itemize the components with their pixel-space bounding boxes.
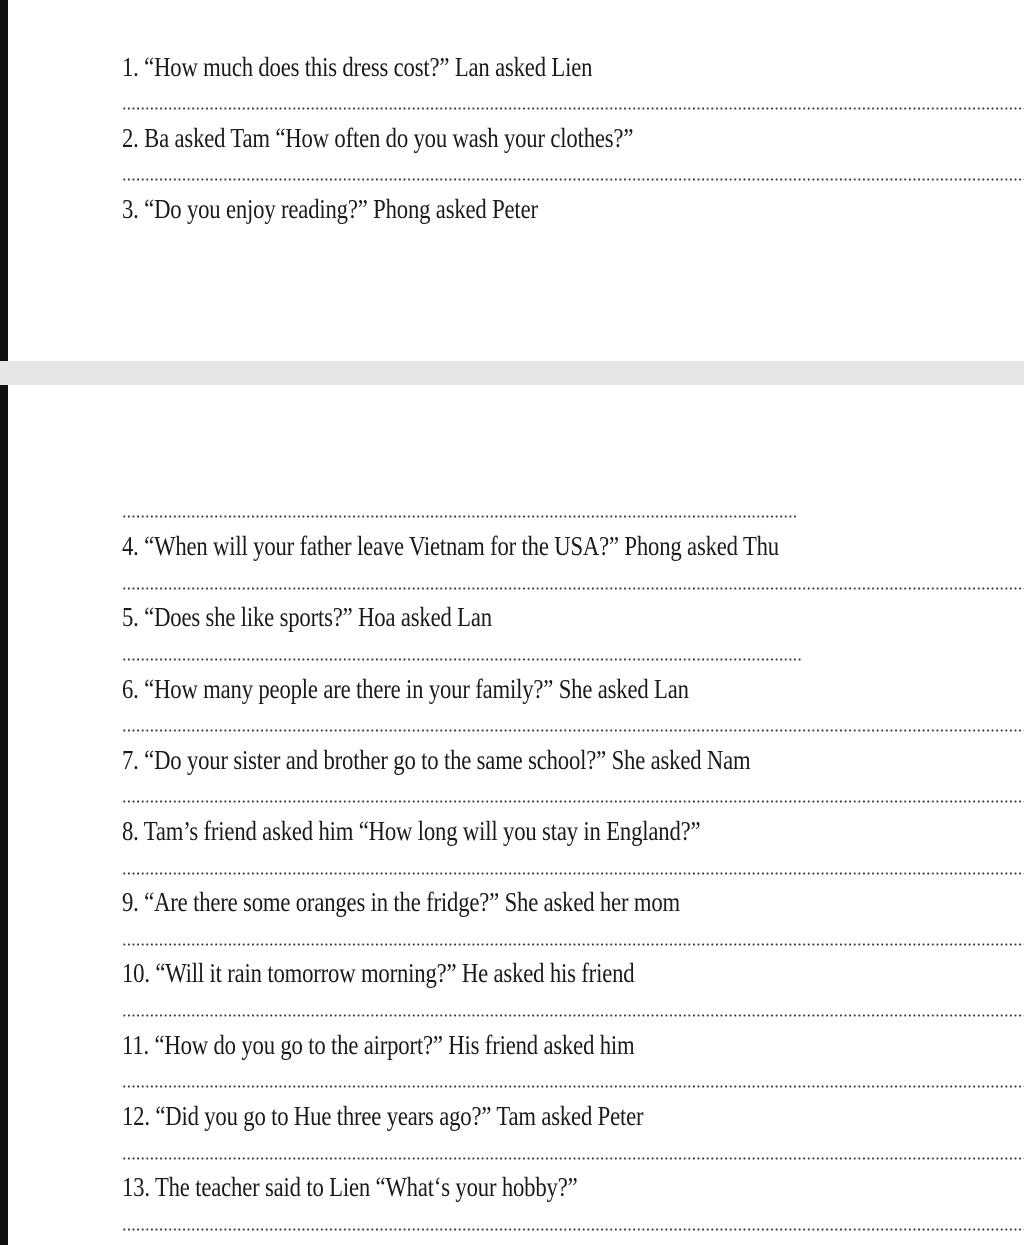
question-7: 7. “Do your sister and brother go to the same school?” She asked Nam [122,745,751,775]
question-4: 4. “When will your father leave Vietnam for the USA?” Phong asked Thu [122,531,779,561]
answer-line-11[interactable] [122,1085,1024,1088]
question-3: 3. “Do you enjoy reading?” Phong asked Peter [122,194,538,224]
answer-line-7[interactable] [122,800,1024,803]
question-6: 6. “How many people are there in your family?” She asked Lan [122,674,689,704]
answer-line-12[interactable] [122,1157,1024,1160]
question-1: 1. “How much does this dress cost?” Lan asked Lien [122,52,593,82]
answer-line-6[interactable] [122,729,1024,732]
left-border-strip [0,0,8,1245]
question-13: 13. The teacher said to Lien “What‘s your hobby?” [122,1172,578,1202]
question-8: 8. Tam’s friend asked him “How long will you stay in England?” [122,816,701,846]
question-9: 9. “Are there some oranges in the fridge?” She asked her mom [122,887,680,917]
answer-line-9[interactable] [122,943,1024,946]
answer-line-4[interactable] [122,587,1024,590]
page-break-gap [0,361,1024,385]
question-10: 10. “Will it rain tomorrow morning?” He asked his friend [122,958,635,988]
answer-line-3[interactable] [122,515,797,518]
question-12: 12. “Did you go to Hue three years ago?” Tam asked Peter [122,1101,644,1131]
answer-line-5[interactable] [122,658,802,661]
answer-line-1[interactable] [122,107,1024,110]
answer-line-2[interactable] [122,178,1024,181]
question-5: 5. “Does she like sports?” Hoa asked Lan [122,602,492,632]
question-11: 11. “How do you go to the airport?” His friend asked him [122,1030,635,1060]
answer-line-13[interactable] [122,1228,1024,1231]
answer-line-10[interactable] [122,1014,1024,1017]
answer-line-8[interactable] [122,872,1024,875]
question-2: 2. Ba asked Tam “How often do you wash your clothes?” [122,123,634,153]
